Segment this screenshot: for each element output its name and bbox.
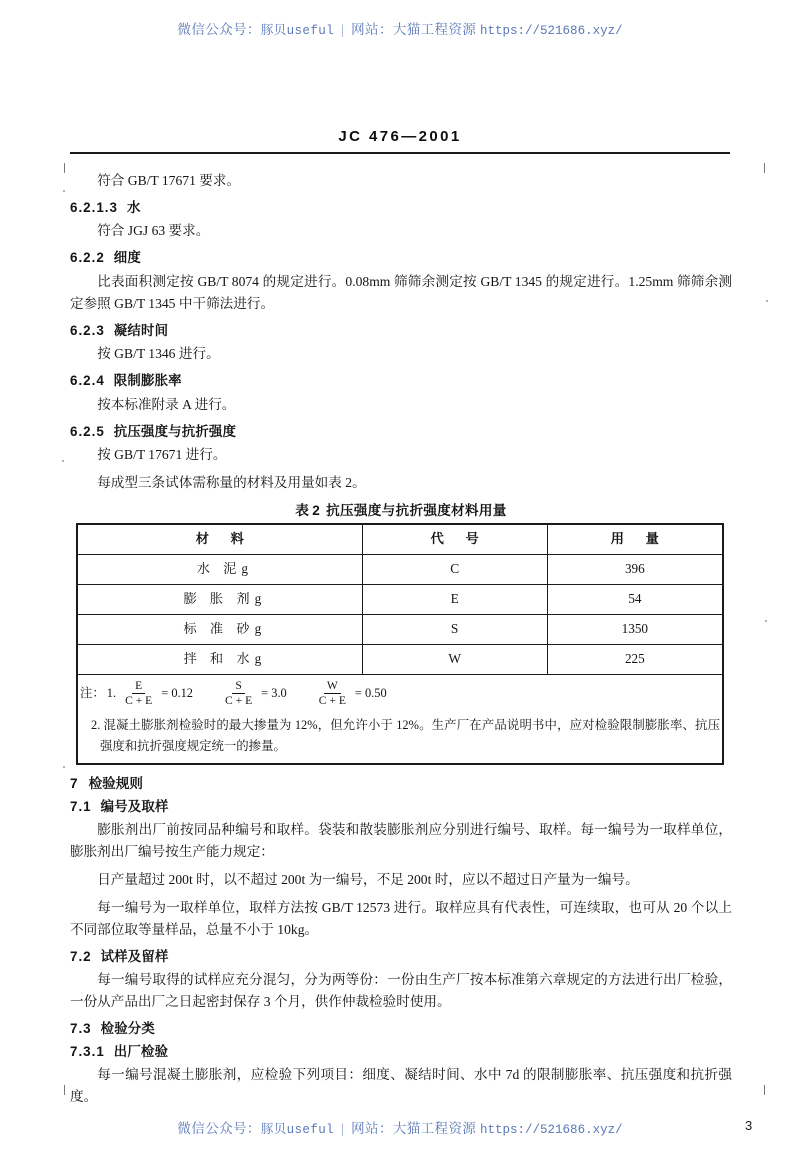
clause-7-2 [70,950,732,963]
table-row [77,644,723,674]
clause-number: 6.2.2 [70,250,105,266]
table-label: 表 [295,503,310,519]
clause-7 [70,777,732,791]
table2-notes [77,674,723,764]
watermark-header [0,18,800,38]
paragraph-6-2-3: 按 GB/T 1346 进行。 [97,346,220,362]
cell-material-unit: g [241,561,248,577]
clause-number: 7.3 [70,1021,92,1037]
watermark-site-label: 网站： [351,22,393,37]
clause-7-3 [70,1022,732,1035]
note-text: 混凝土膨胀剂检验时的最大掺量为 12%，但允许小于 12%。生产厂在产品说明书中，应对检验限制膨胀率、抗压强度和抗折强度规定统一的掺量。 [100,717,720,753]
table2-note-1 [80,680,720,708]
cell-code: E [362,584,547,614]
clause-title: 出厂检验 [113,1043,169,1059]
clause-title: 限制膨胀率 [113,373,182,389]
column-header-code: 代 号 [430,531,488,547]
crop-mark-right-top [764,163,765,173]
watermark-wechat-value: 豚贝useful [260,1123,335,1137]
fraction-numerator: E [132,680,145,695]
watermark-wechat-value: 豚贝useful [260,24,335,38]
clause-title: 抗压强度与抗折强度 [113,423,237,439]
page-number: 3 [745,1118,753,1133]
scan-speck [62,460,64,462]
table-row [77,614,723,644]
cell-material-unit: g [254,651,262,667]
table-row [77,584,723,614]
watermark-footer [0,1117,800,1137]
cell-amount: 396 [547,554,723,584]
paragraph-6-2-4: 按本标准附录 A 进行。 [97,396,236,412]
cell-amount: 54 [547,584,723,614]
paragraph-7-2: 每一编号取得的试样应充分混匀，分为两等份：一份由生产厂按本标准第六章规定的方法进行出厂检验，一份从产品出厂之日起密封保存 3 个月，供作仲裁检验时使用。 [70,972,732,1010]
watermark-url: https://521686.xyz/ [480,24,623,38]
clause-number: 6.2.4 [70,373,105,389]
clause-title: 试样及留样 [100,949,169,965]
fraction-value: = 3.0 [261,685,287,700]
scan-speck [63,766,65,768]
clause-number: 7.1 [70,798,92,814]
paragraph-7-1-a: 膨胀剂出厂前按同品种编号和取样。袋装和散装膨胀剂应分别进行编号、取样。每一编号为一取样单位，膨胀剂出厂编号按生产能力规定： [70,821,732,859]
watermark-url: https://521686.xyz/ [480,1123,623,1137]
paragraph-6-2-5-b: 每成型三条试体需称量的材料及用量如表 2。 [97,475,366,491]
cell-material-unit: g [254,591,262,607]
cell-material: 膨 胀 剂 [183,591,255,607]
clause-7-1 [70,800,732,813]
clause-title: 凝结时间 [113,322,169,338]
note-index: 2. [91,717,101,732]
fraction-w-over-cpluse [316,680,349,708]
table-header-row [77,524,723,555]
cell-code: C [362,554,547,584]
watermark-site-value: 大猫工程资源 [392,1121,477,1136]
clause-title: 水 [126,200,141,216]
clause-number: 6.2.1.3 [70,200,118,216]
fraction-denominator: C + E [225,694,253,708]
clause-6-2-3 [70,324,732,337]
cell-code: W [362,644,547,674]
header-rule [70,152,730,154]
watermark-site-value: 大猫工程资源 [392,22,477,37]
table2-material-quantities [76,523,724,765]
watermark-site-label: 网站： [351,1121,393,1136]
fraction-numerator: W [324,680,341,695]
fraction-e-over-cpluse [122,680,155,708]
fraction-s-over-cpluse [222,680,255,708]
paragraph-7-3-1: 每一编号混凝土膨胀剂，应检验下列项目：细度、凝结时间、水中 7d 的限制膨胀率、抗压强度和抗折强度。 [70,1067,732,1105]
crop-mark-left-top [64,163,65,173]
cell-amount: 1350 [547,614,723,644]
clause-number: 6.2.3 [70,322,105,338]
paragraph-gbt17671: 符合 GB/T 17671 要求。 [97,173,241,188]
paragraph-6-2-2: 比表面积测定按 GB/T 8074 的规定进行。0.08mm 筛筛余测定按 GB/T 1345 的规定进行。1.25mm 筛筛余测定参照 GB/T 1345 中干筛法进行。 [70,273,732,311]
watermark-separator: | [341,1121,345,1136]
scan-speck [63,190,65,192]
table2-caption [70,504,732,518]
watermark-wechat-label: 微信公众号： [177,22,261,37]
paragraph-7-1-b: 日产量超过 200t 时，以不超过 200t 为一编号，不足 200t 时，应以不超过日产量为一编号。 [97,871,639,887]
watermark-separator: | [341,22,345,37]
clause-6-2-5 [70,425,732,438]
table-row [77,554,723,584]
clause-number: 7 [70,775,78,791]
clause-7-3-1 [70,1045,732,1058]
column-header-material: 材 料 [195,531,253,547]
watermark-wechat-label: 微信公众号： [177,1121,261,1136]
fraction-numerator: S [232,680,244,695]
fraction-value: = 0.50 [354,685,387,700]
cell-code: S [362,614,547,644]
clause-6-2-1-3 [70,201,732,214]
fraction-denominator: C + E [318,694,346,708]
cell-amount: 225 [547,644,723,674]
clause-6-2-4 [70,374,732,387]
cell-material: 水 泥 [196,561,242,577]
document-header [0,128,800,146]
clause-6-2-2 [70,251,732,264]
clause-number: 7.3.1 [70,1043,105,1059]
note-index: 1. [106,685,117,700]
table-title: 抗压强度与抗折强度材料用量 [326,503,507,519]
clause-title: 编号及取样 [100,798,169,814]
clause-title: 检验规则 [88,775,143,791]
standard-number-title: JC 476—2001 [338,128,462,145]
table-notes-row [77,674,723,764]
cell-material: 标 准 砂 [183,621,255,637]
table2-note-2 [80,715,720,757]
clause-number: 6.2.5 [70,423,105,439]
scan-speck [765,620,767,622]
clause-title: 检验分类 [100,1021,155,1037]
column-header-amount: 用 量 [610,531,668,547]
clause-title: 细度 [113,250,141,266]
paragraph-7-1-c: 每一编号为一取样单位，取样方法按 GB/T 12573 进行。取样应具有代表性，可连续取，也可从 20 个以上不同部位取等量样品，总量不小于 10kg。 [70,899,732,937]
scan-speck [766,300,768,302]
fraction-value: = 0.12 [161,685,194,700]
crop-mark-right-bottom [764,1085,765,1095]
table-number: 2 [312,503,321,519]
crop-mark-left-bottom [64,1085,65,1095]
paragraph-6-2-5-a: 按 GB/T 17671 进行。 [97,447,227,463]
cell-material-unit: g [254,621,262,637]
note-label: 注： [80,685,105,700]
paragraph-jgj63: 符合 JGJ 63 要求。 [97,223,210,239]
clause-number: 7.2 [70,949,92,965]
fraction-denominator: C + E [125,694,153,708]
cell-material: 拌 和 水 [183,651,255,667]
document-body [70,164,732,1114]
